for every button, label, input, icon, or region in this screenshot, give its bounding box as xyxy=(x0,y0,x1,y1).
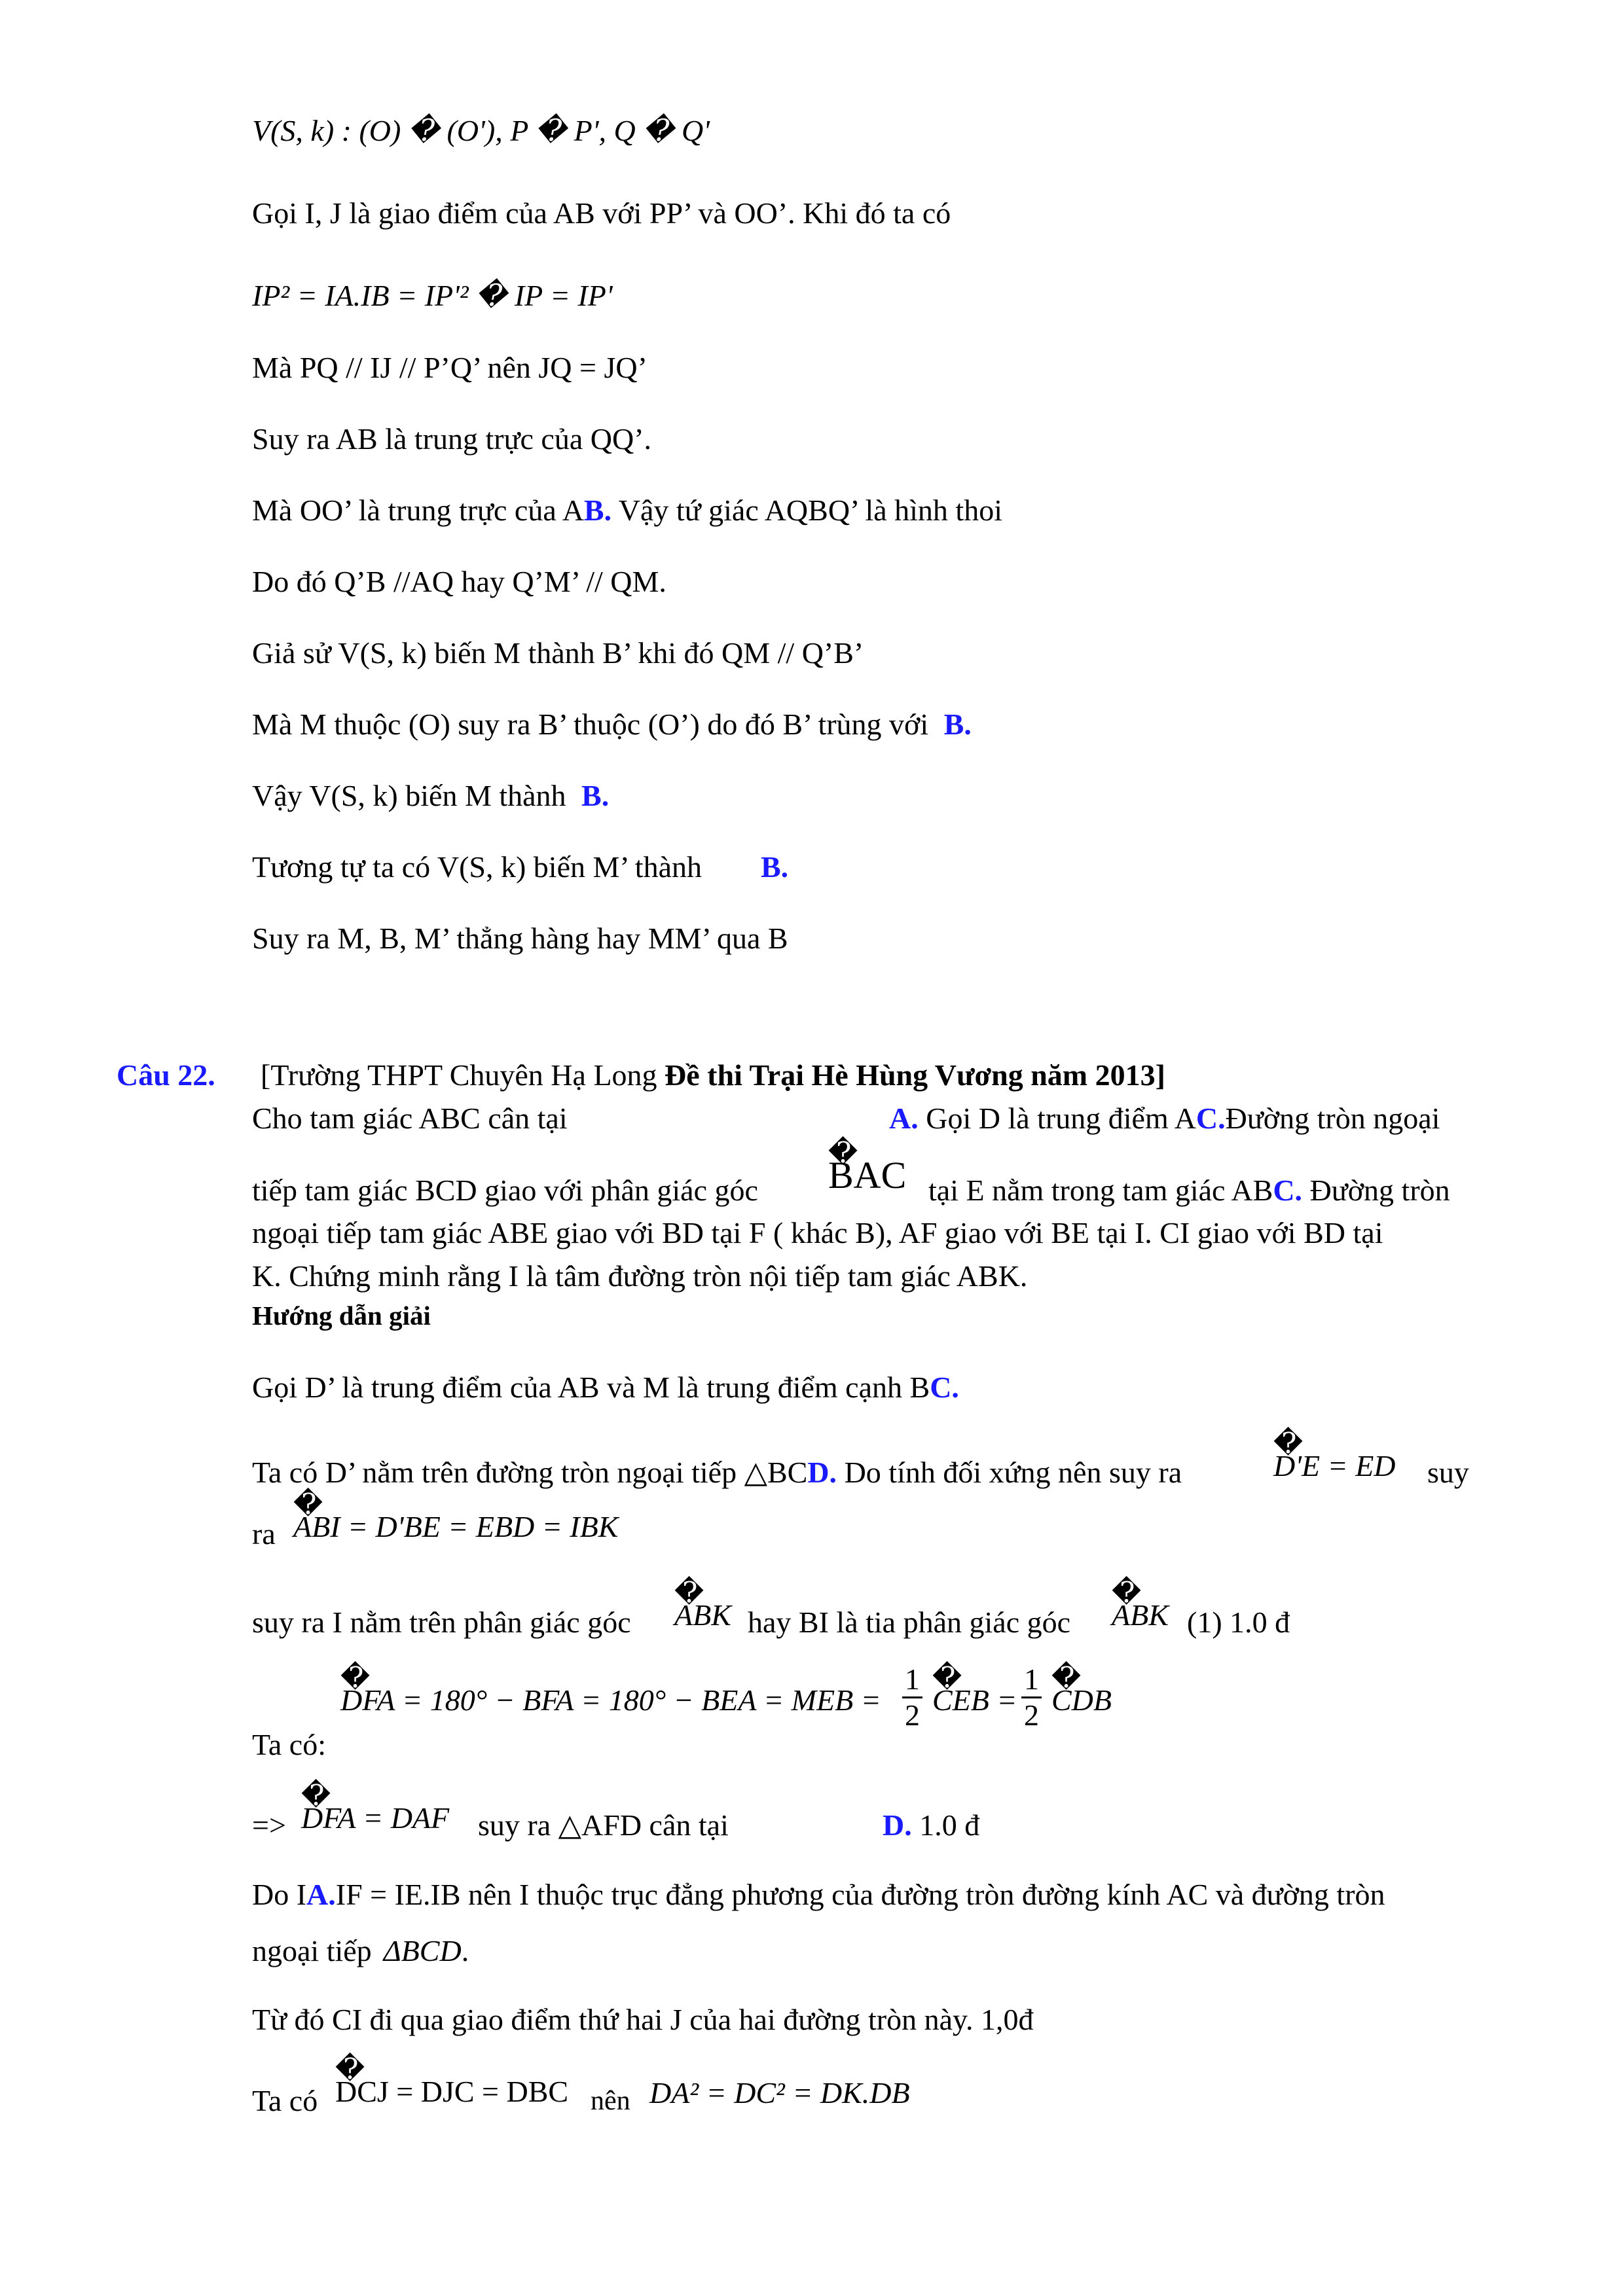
text-span: . xyxy=(461,1934,469,1967)
angle-hat-icon xyxy=(293,1509,618,1545)
highlight-letter: A. xyxy=(306,1878,336,1911)
problem-line xyxy=(889,1100,1440,1137)
text-span: Do tính đối xứng nên suy ra xyxy=(837,1456,1182,1489)
text-span: Đường tròn ngoại xyxy=(1225,1102,1440,1135)
math-expression: CDB xyxy=(1051,1683,1112,1717)
denominator: 2 xyxy=(1024,1698,1039,1732)
text-line xyxy=(252,492,1002,529)
math-expression: CEB = xyxy=(932,1683,1017,1717)
highlight-letter: A. xyxy=(889,1102,919,1135)
text-span: ngoại tiếp xyxy=(252,1934,372,1967)
text-line xyxy=(252,778,609,814)
angle-chain xyxy=(335,2073,568,2110)
angle-hat-icon xyxy=(335,2073,568,2110)
angle-hat-icon xyxy=(340,1682,881,1719)
highlight-letter: B. xyxy=(761,850,789,884)
text-span: Vậy V(S, k) biến M thành xyxy=(252,779,574,812)
fraction-half xyxy=(1021,1662,1042,1732)
solution-line xyxy=(252,1454,1182,1491)
angle-hat-icon xyxy=(674,1597,731,1634)
highlight-letter: B. xyxy=(943,708,972,741)
denominator: 2 xyxy=(905,1698,920,1732)
guide-heading: Hướng dẫn giải xyxy=(252,1300,431,1331)
angle-equality xyxy=(301,1800,449,1837)
text-span: => xyxy=(252,1808,286,1842)
math-expression: ABK xyxy=(1112,1598,1169,1632)
text-span: nên xyxy=(591,2086,630,2116)
angle-abk xyxy=(1112,1597,1169,1634)
angle-hat-icon xyxy=(1273,1448,1396,1484)
math-expression: ABI = D'BE = EBD = IBK xyxy=(293,1510,619,1543)
problem-line: ngoại tiếp tam giác ABE giao với BD tại F ( khác B), AF giao với BE tại I. CI giao với BD tại xyxy=(252,1216,1383,1249)
text-span: Mà M thuộc (O) suy ra B’ thuộc (O’) do đó B’ trùng với xyxy=(252,708,936,741)
math-expression: ABK xyxy=(674,1598,731,1632)
angle-abk xyxy=(674,1597,731,1634)
text-span: Đường tròn xyxy=(1302,1174,1450,1207)
angle-equality xyxy=(1273,1448,1396,1484)
text-span: Cho tam giác ABC cân tại xyxy=(252,1102,568,1135)
highlight-letter: B. xyxy=(581,779,610,812)
power-relation: DA² = DC² = DK.DB xyxy=(649,2076,910,2109)
power-formula: IP² = IA.IB = IP'² � IP = IP' xyxy=(252,279,613,312)
question-source xyxy=(261,1057,1165,1094)
angle-hat-icon xyxy=(301,1800,449,1837)
text-span: Gọi D’ là trung điểm của AB và M là trung điểm cạnh B xyxy=(252,1371,930,1404)
text-line: Suy ra AB là trung trực của QQ’. xyxy=(252,422,652,456)
text-span: (1) 1.0 đ xyxy=(1187,1605,1290,1639)
text-span: 1.0 đ xyxy=(911,1808,980,1842)
text-span: Tương tự ta có V(S, k) biến M’ thành xyxy=(252,850,702,884)
math-expression: DFA = 180° − BFA = 180° − BEA = MEB = xyxy=(340,1683,881,1717)
text-span: Vậy tứ giác AQBQ’ là hình thoi xyxy=(611,493,1002,527)
problem-line xyxy=(928,1172,1450,1209)
text-span: suy xyxy=(1427,1456,1469,1489)
text-span: suy ra △AFD cân tại xyxy=(478,1808,729,1842)
angle-label: BAC xyxy=(828,1154,907,1196)
problem-line xyxy=(252,1172,758,1209)
text-line: Suy ra M, B, M’ thẳng hàng hay MM’ qua B xyxy=(252,922,788,955)
solution-line xyxy=(252,1369,959,1406)
text-span xyxy=(883,1807,979,1844)
angle-hat-icon xyxy=(828,1154,907,1196)
label-ta-co: Ta có: xyxy=(252,1728,327,1761)
math-expression: D'E = ED xyxy=(1273,1449,1396,1482)
highlight-letter: B. xyxy=(583,493,612,527)
problem-line: K. Chứng minh rằng I là tâm đường tròn nội tiếp tam giác ABK. xyxy=(252,1259,1028,1293)
text-span: Do I xyxy=(252,1878,307,1911)
text-span: hay BI là tia phân giác góc xyxy=(748,1605,1071,1639)
solution-line xyxy=(252,1876,1385,1913)
numerator: 1 xyxy=(902,1662,922,1698)
text-line: Gọi I, J là giao điểm của AB với PP’ và OO’. Khi đó ta có xyxy=(252,196,951,230)
text-line: Mà PQ // IJ // P’Q’ nên JQ = JQ’ xyxy=(252,351,647,384)
angle-hat-icon xyxy=(1051,1682,1112,1719)
math-expression: DFA = DAF xyxy=(301,1801,450,1835)
highlight-letter: C. xyxy=(930,1371,959,1404)
angle-chain xyxy=(293,1509,618,1545)
text-line xyxy=(252,706,972,743)
text-line: Giả sử V(S, k) biến M thành B’ khi đó QM // Q’B’ xyxy=(252,636,864,670)
highlight-letter: C. xyxy=(1195,1102,1226,1135)
angle-hat-icon xyxy=(932,1682,1017,1719)
source-exam: Đề thi Trại Hè Hùng Vương năm 2013] xyxy=(665,1058,1165,1092)
fraction xyxy=(902,1662,922,1732)
angle-ceb xyxy=(932,1682,1017,1719)
solution-line: suy ra I nằm trên phân giác góc xyxy=(252,1605,631,1639)
text-span: ra xyxy=(252,1517,276,1551)
text-span: Gọi D là trung điểm A xyxy=(918,1102,1196,1135)
solution-line xyxy=(252,1933,469,1969)
text-span: tại E nằm trong tam giác AB xyxy=(928,1174,1273,1207)
triangle-bcd: ΔBCD xyxy=(383,1934,462,1967)
text-span: Ta có xyxy=(252,2084,318,2117)
numerator: 1 xyxy=(1021,1662,1042,1698)
solution-line: Từ đó CI đi qua giao điểm thứ hai J của hai đường tròn này. 1,0đ xyxy=(252,2003,1034,2036)
math-expression: DCJ = DJC = DBC xyxy=(335,2075,569,2108)
angle-computation xyxy=(340,1682,881,1719)
highlight-letter: C. xyxy=(1273,1174,1303,1207)
angle-hat-icon xyxy=(1112,1597,1169,1634)
fraction xyxy=(1021,1662,1042,1732)
source-school: [Trường THPT Chuyên Hạ Long xyxy=(261,1058,665,1092)
highlight-letter: D. xyxy=(883,1808,912,1842)
angle-cdb xyxy=(1051,1682,1112,1719)
homothety-formula: V(S, k) : (O) � (O'), P � P', Q � Q' xyxy=(252,114,710,147)
question-label: Câu 22. xyxy=(117,1058,215,1092)
text-span: Ta có D’ nằm trên đường tròn ngoại tiếp △BC xyxy=(252,1456,808,1489)
highlight-letter: D. xyxy=(807,1456,837,1489)
text-line: Do đó Q’B //AQ hay Q’M’ // QM. xyxy=(252,565,666,598)
text-span: tiếp tam giác BCD giao với phân giác góc xyxy=(252,1174,758,1207)
text-span: Mà OO’ là trung trực của A xyxy=(252,493,584,527)
text-line xyxy=(252,849,788,886)
fraction-half xyxy=(902,1662,922,1732)
problem-line xyxy=(252,1100,568,1137)
angle-bac xyxy=(828,1154,907,1196)
text-span: IF = IE.IB nên I thuộc trục đẳng phương của đường tròn đường kính AC và đường tròn xyxy=(335,1878,1385,1911)
